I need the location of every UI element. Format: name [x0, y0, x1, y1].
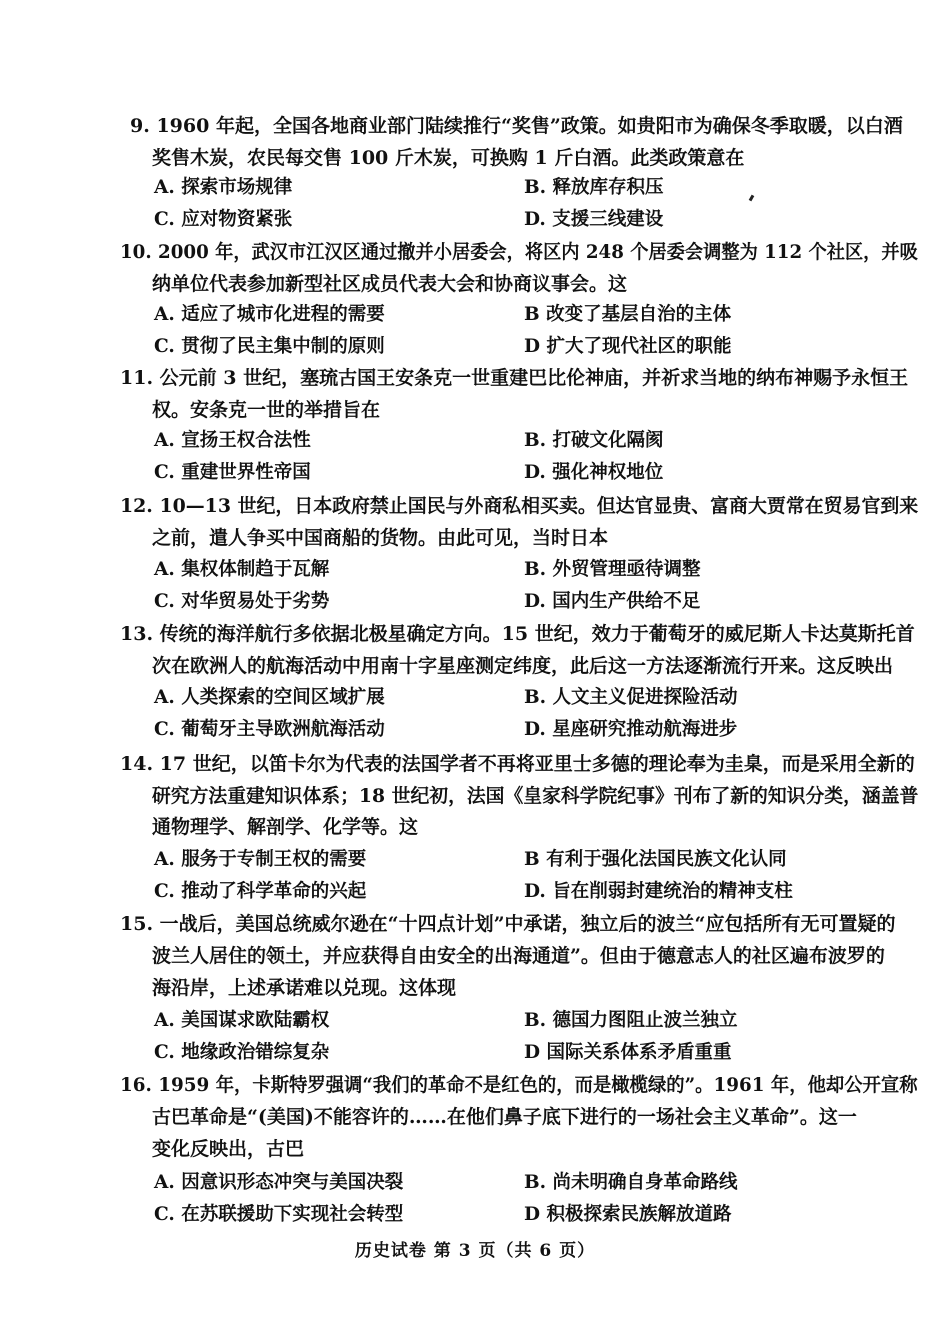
scan-speck	[749, 195, 755, 202]
option-d[interactable]: D. 强化神权地位	[524, 462, 664, 483]
option-d[interactable]: D 扩大了现代社区的职能	[524, 336, 732, 357]
option-c[interactable]: C. 推动了科学革命的兴起	[154, 881, 367, 902]
option-b[interactable]: B. 人文主义促进探险活动	[524, 687, 738, 708]
option-b[interactable]: B. 外贸管理亟待调整	[524, 559, 701, 580]
question-stem-line: 之前，遣人争买中国商船的货物。由此可见，当时日本	[152, 527, 609, 549]
option-a[interactable]: A. 宣扬王权合法性	[154, 430, 311, 451]
option-c[interactable]: C. 重建世界性帝国	[154, 462, 311, 483]
question-stem-line: 15. 一战后，美国总统威尔逊在“十四点计划”中承诺，独立后的波兰“应包括所有无可置疑的	[120, 913, 896, 935]
option-d[interactable]: D 国际关系体系矛盾重重	[524, 1042, 732, 1063]
option-a[interactable]: A. 美国谋求欧陆霸权	[154, 1010, 330, 1031]
question-stem-line: 变化反映出，古巴	[152, 1138, 305, 1160]
option-a[interactable]: A. 人类探索的空间区域扩展	[154, 687, 385, 708]
option-b[interactable]: B. 释放库存积压	[524, 177, 664, 198]
question-stem-line: 10. 2000 年，武汉市江汉区通过撤并小居委会，将区内 248 个居委会调整为 112 个社区，并吸	[120, 241, 918, 263]
option-d[interactable]: D. 旨在削弱封建统治的精神支柱	[524, 881, 793, 902]
question-stem-line: 奖售木炭，农民每交售 100 斤木炭，可换购 1 斤白酒。此类政策意在	[152, 147, 745, 169]
option-a[interactable]: A. 适应了城市化进程的需要	[154, 304, 385, 325]
option-c[interactable]: C. 对华贸易处于劣势	[154, 591, 330, 612]
option-a[interactable]: A. 探索市场规律	[154, 177, 293, 198]
option-a[interactable]: A. 因意识形态冲突与美国决裂	[154, 1172, 404, 1193]
question-stem-line: 古巴革命是“(美国)不能容许的……在他们鼻子底下进行的一场社会主义革命”。这一	[152, 1106, 857, 1128]
page-footer: 历史试卷 第 3 页（共 6 页）	[354, 1241, 596, 1261]
option-b[interactable]: B 改变了基层自治的主体	[524, 304, 732, 325]
option-c[interactable]: C. 应对物资紧张	[154, 209, 293, 230]
option-d[interactable]: D 积极探索民族解放道路	[524, 1204, 732, 1225]
option-b[interactable]: B. 打破文化隔阂	[524, 430, 664, 451]
option-c[interactable]: C. 葡萄牙主导欧洲航海活动	[154, 719, 385, 740]
question-stem-line: 16. 1959 年，卡斯特罗强调“我们的革命不是红色的，而是橄榄绿的”。1961 年，他却公开宣称	[120, 1074, 918, 1096]
question-stem-line: 纳单位代表参加新型社区成员代表大会和协商议事会。这	[152, 273, 628, 295]
question-stem-line: 波兰人居住的领土，并应获得自由安全的出海通道”。但由于德意志人的社区遍布波罗的	[152, 945, 885, 967]
question-stem-line: 11. 公元前 3 世纪，塞琉古国王安条克一世重建巴比伦神庙，并祈求当地的纳布神赐予永恒王	[120, 367, 909, 389]
option-b[interactable]: B. 德国力图阻止波兰独立	[524, 1010, 738, 1031]
option-d[interactable]: D. 星座研究推动航海进步	[524, 719, 738, 740]
question-stem-line: 9. 1960 年起，全国各地商业部门陆续推行“奖售”政策。如贵阳市为确保冬季取暖，以白酒	[130, 115, 903, 137]
question-stem-line: 海沿岸，上述承诺难以兑现。这体现	[152, 977, 457, 999]
option-d[interactable]: D. 国内生产供给不足	[524, 591, 701, 612]
option-c[interactable]: C. 贯彻了民主集中制的原则	[154, 336, 385, 357]
option-a[interactable]: A. 服务于专制王权的需要	[154, 849, 367, 870]
question-stem-line: 次在欧洲人的航海活动中用南十字星座测定纬度，此后这一方法逐渐流行开来。这反映出	[152, 655, 894, 677]
question-stem-line: 13. 传统的海洋航行多依据北极星确定方向。15 世纪，效力于葡萄牙的威尼斯人卡达莫斯托首	[120, 623, 915, 645]
question-stem-line: 12. 10—13 世纪，日本政府禁止国民与外商私相买卖。但达官显贵、富商大贾常在贸易官到来	[120, 495, 919, 517]
option-c[interactable]: C. 在苏联援助下实现社会转型	[154, 1204, 404, 1225]
option-d[interactable]: D. 支援三线建设	[524, 209, 664, 230]
option-a[interactable]: A. 集权体制趋于瓦解	[154, 559, 330, 580]
question-stem-line: 通物理学、解剖学、化学等。这	[152, 816, 419, 838]
option-c[interactable]: C. 地缘政治错综复杂	[154, 1042, 330, 1063]
question-stem-line: 研究方法重建知识体系；18 世纪初，法国《皇家科学院纪事》刊布了新的知识分类，涵盖普	[152, 785, 919, 807]
option-b[interactable]: B. 尚未明确自身革命路线	[524, 1172, 738, 1193]
question-stem-line: 权。安条克一世的举措旨在	[152, 399, 381, 421]
option-b[interactable]: B 有利于强化法国民族文化认同	[524, 849, 787, 870]
question-stem-line: 14. 17 世纪，以笛卡尔为代表的法国学者不再将亚里士多德的理论奉为圭臬，而是采用全新的	[120, 753, 915, 775]
